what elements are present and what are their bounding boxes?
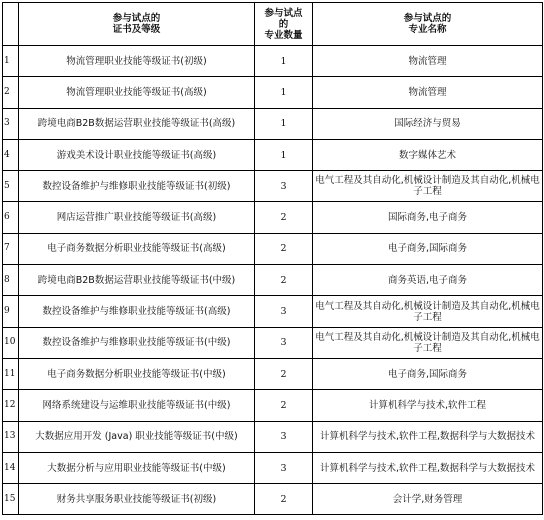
table-row: [3, 390, 543, 421]
table-body: [3, 46, 543, 515]
major-count-cell: 3: [255, 171, 313, 202]
major-names-cell: 物流管理: [313, 46, 543, 77]
row-index: 11: [3, 358, 19, 389]
major-names-cell: 电子商务,国际商务: [313, 233, 543, 264]
row-index: 14: [3, 452, 19, 483]
major-names-cell: 电气工程及其自动化,机械设计制造及其自动化,机械电子工程: [313, 171, 543, 202]
certificate-cell: 游戏美术设计职业技能等级证书(高级): [19, 139, 255, 170]
major-count-cell: 1: [255, 77, 313, 108]
row-index: 8: [3, 265, 19, 296]
major-count-cell: 2: [255, 390, 313, 421]
major-names-cell: 计算机科学与技术,软件工程: [313, 390, 543, 421]
table-row: [3, 265, 543, 296]
certificate-cell: 大数据分析与应用职业技能等级证书(中级): [19, 452, 255, 483]
table-row: [3, 202, 543, 233]
row-index: 3: [3, 108, 19, 139]
certificate-cell: 网店运营推广职业技能等级证书(高级): [19, 202, 255, 233]
major-names-cell: 电子商务,国际商务: [313, 358, 543, 389]
row-index: 1: [3, 46, 19, 77]
row-index: 6: [3, 202, 19, 233]
major-count-cell: 1: [255, 139, 313, 170]
row-index: 15: [3, 484, 19, 515]
row-index: 13: [3, 421, 19, 452]
major-names-cell: 会计学,财务管理: [313, 484, 543, 515]
row-index: 2: [3, 77, 19, 108]
header-major-names: 参与试点的 专业名称: [313, 3, 543, 46]
certificate-cell: 物流管理职业技能等级证书(初级): [19, 46, 255, 77]
row-index: 12: [3, 390, 19, 421]
table-row: [3, 171, 543, 202]
major-names-cell: 电气工程及其自动化,机械设计制造及其自动化,机械电子工程: [313, 327, 543, 358]
header-row: [3, 3, 543, 46]
certificate-cell: 电子商务数据分析职业技能等级证书(高级): [19, 233, 255, 264]
major-count-cell: 3: [255, 452, 313, 483]
major-names-cell: 计算机科学与技术,软件工程,数据科学与大数据技术: [313, 421, 543, 452]
row-index: 10: [3, 327, 19, 358]
major-count-cell: 2: [255, 265, 313, 296]
certificate-cell: 数控设备维护与维修职业技能等级证书(初级): [19, 171, 255, 202]
certificate-cell: 电子商务数据分析职业技能等级证书(中级): [19, 358, 255, 389]
certificate-cell: 物流管理职业技能等级证书(高级): [19, 77, 255, 108]
pilot-certificate-table-container: [2, 2, 543, 515]
major-names-cell: 国际商务,电子商务: [313, 202, 543, 233]
row-index: 9: [3, 296, 19, 327]
major-names-cell: 数字媒体艺术: [313, 139, 543, 170]
major-count-cell: 3: [255, 327, 313, 358]
certificate-cell: 网络系统建设与运维职业技能等级证书(中级): [19, 390, 255, 421]
certificate-cell: 大数据应用开发 (Java) 职业技能等级证书(中级): [19, 421, 255, 452]
table-row: [3, 421, 543, 452]
major-names-cell: 计算机科学与技术,软件工程,数据科学与大数据技术: [313, 452, 543, 483]
table-row: [3, 233, 543, 264]
header-certificate: 参与试点的 证书及等级: [19, 3, 255, 46]
major-count-cell: 3: [255, 296, 313, 327]
major-names-cell: 商务英语,电子商务: [313, 265, 543, 296]
table-row: [3, 327, 543, 358]
row-index: 7: [3, 233, 19, 264]
major-count-cell: 2: [255, 233, 313, 264]
certificate-cell: 财务共享服务职业技能等级证书(初级): [19, 484, 255, 515]
table-row: [3, 452, 543, 483]
major-count-cell: 2: [255, 484, 313, 515]
row-index: 4: [3, 139, 19, 170]
major-names-cell: 国际经济与贸易: [313, 108, 543, 139]
pilot-certificate-table: [2, 2, 543, 515]
major-count-cell: 1: [255, 46, 313, 77]
major-count-cell: 2: [255, 358, 313, 389]
major-count-cell: 2: [255, 202, 313, 233]
major-names-cell: 物流管理: [313, 77, 543, 108]
table-row: [3, 296, 543, 327]
table-row: [3, 46, 543, 77]
table-row: [3, 108, 543, 139]
row-index: 5: [3, 171, 19, 202]
certificate-cell: 跨境电商B2B数据运营职业技能等级证书(中级): [19, 265, 255, 296]
table-row: [3, 358, 543, 389]
header-index: [3, 3, 19, 46]
certificate-cell: 跨境电商B2B数据运营职业技能等级证书(高级): [19, 108, 255, 139]
header-major-count: 参与试点 的 专业数量: [255, 3, 313, 46]
table-row: [3, 139, 543, 170]
table-row: [3, 77, 543, 108]
certificate-cell: 数控设备维护与维修职业技能等级证书(高级): [19, 296, 255, 327]
major-names-cell: 电气工程及其自动化,机械设计制造及其自动化,机械电子工程: [313, 296, 543, 327]
major-count-cell: 1: [255, 108, 313, 139]
table-row: [3, 484, 543, 515]
major-count-cell: 3: [255, 421, 313, 452]
certificate-cell: 数控设备维护与维修职业技能等级证书(中级): [19, 327, 255, 358]
